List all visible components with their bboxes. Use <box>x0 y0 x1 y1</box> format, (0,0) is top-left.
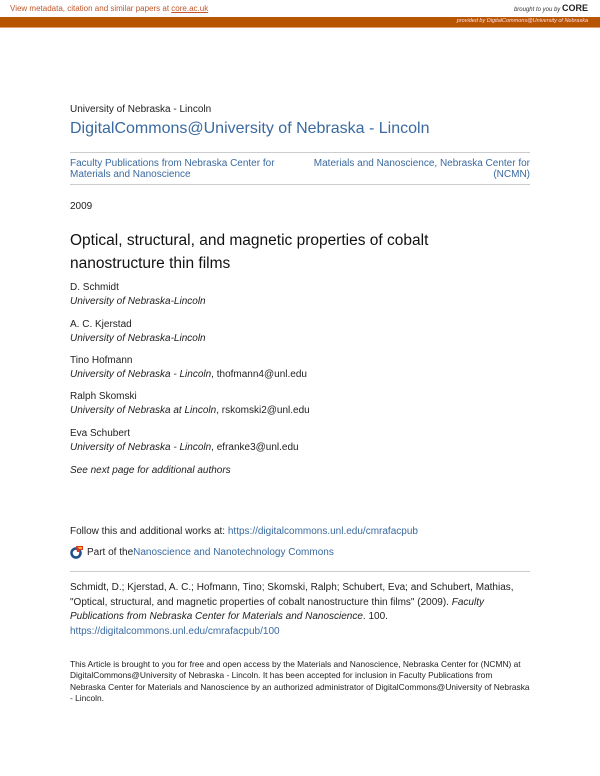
repository-link[interactable]: DigitalCommons@University of Nebraska - Lincoln <box>70 120 430 137</box>
author-2: A. C. Kjerstad University of Nebraska-Lincoln <box>70 319 206 344</box>
core-link[interactable]: core.ac.uk <box>171 4 209 13</box>
paper-title: Optical, structural, and magnetic properties of cobalt nanostructure thin films <box>70 232 429 272</box>
citation: Schmidt, D.; Kjerstad, A. C.; Hofmann, Tino; Skomski, Ralph; Schubert, Eva; and Schubert, Mathias, "Optical, structural, and magnetic properties of cobalt nanostructure thin films" (2009). Faculty Publications from Nebraska Center for Materials and Nanoscience. 100. https://digitalcommons.unl.edu/cmrafacpub/100 <box>70 582 514 637</box>
core-logo: CORE <box>561 3 588 13</box>
citation-link[interactable]: https://digitalcommons.unl.edu/cmrafacpub/100 <box>70 625 280 637</box>
author-3: Tino Hofmann University of Nebraska - Lincoln, thofmann4@unl.edu <box>70 355 307 380</box>
year: 2009 <box>70 201 93 212</box>
collection-link-left[interactable]: Faculty Publications from Nebraska Center for Materials and Nanoscience <box>70 158 275 180</box>
divider <box>70 152 530 153</box>
follow-link[interactable]: https://digitalcommons.unl.edu/cmrafacpub <box>227 526 418 537</box>
author-4: Ralph Skomski University of Nebraska at Lincoln, rskomski2@unl.edu <box>70 391 310 416</box>
commons-link[interactable]: Nanoscience and Nanotechnology Commons <box>133 546 334 558</box>
core-topbar <box>0 0 600 17</box>
divider <box>70 184 530 185</box>
network-logo-icon <box>70 545 84 559</box>
core-brand[interactable]: brought to you by CORE <box>513 3 588 13</box>
see-next-page: See next page for additional authors <box>70 465 231 476</box>
follow-line: Follow this and additional works at: https://digitalcommons.unl.edu/cmrafacpub <box>70 526 418 537</box>
access-notice: This Article is brought to you for free and open access by the Materials and Nanoscience, Nebraska Center for (NCMN) at DigitalCommons@University of Nebraska - Lincoln. It has been accepted for inclusion in Faculty Publications from Nebraska Center for Materials and Nanoscience by an authorized administrator of DigitalCommons@University of Nebraska - Lincoln. <box>70 659 530 704</box>
author-1: D. Schmidt University of Nebraska-Lincoln <box>70 282 206 307</box>
provider-band: provided by DigitalCommons@University of Nebraska <box>0 17 600 28</box>
core-metadata-text: View metadata, citation and similar papers at core.ac.uk <box>10 4 209 13</box>
collection-link-right[interactable]: Materials and Nanoscience, Nebraska Center for (NCMN) <box>313 158 530 180</box>
divider <box>70 571 530 572</box>
institution: University of Nebraska - Lincoln <box>70 104 212 115</box>
author-5: Eva Schubert University of Nebraska - Lincoln, efranke3@unl.edu <box>70 428 299 453</box>
part-of-line: Part of the Nanoscience and Nanotechnology Commons <box>70 545 334 559</box>
